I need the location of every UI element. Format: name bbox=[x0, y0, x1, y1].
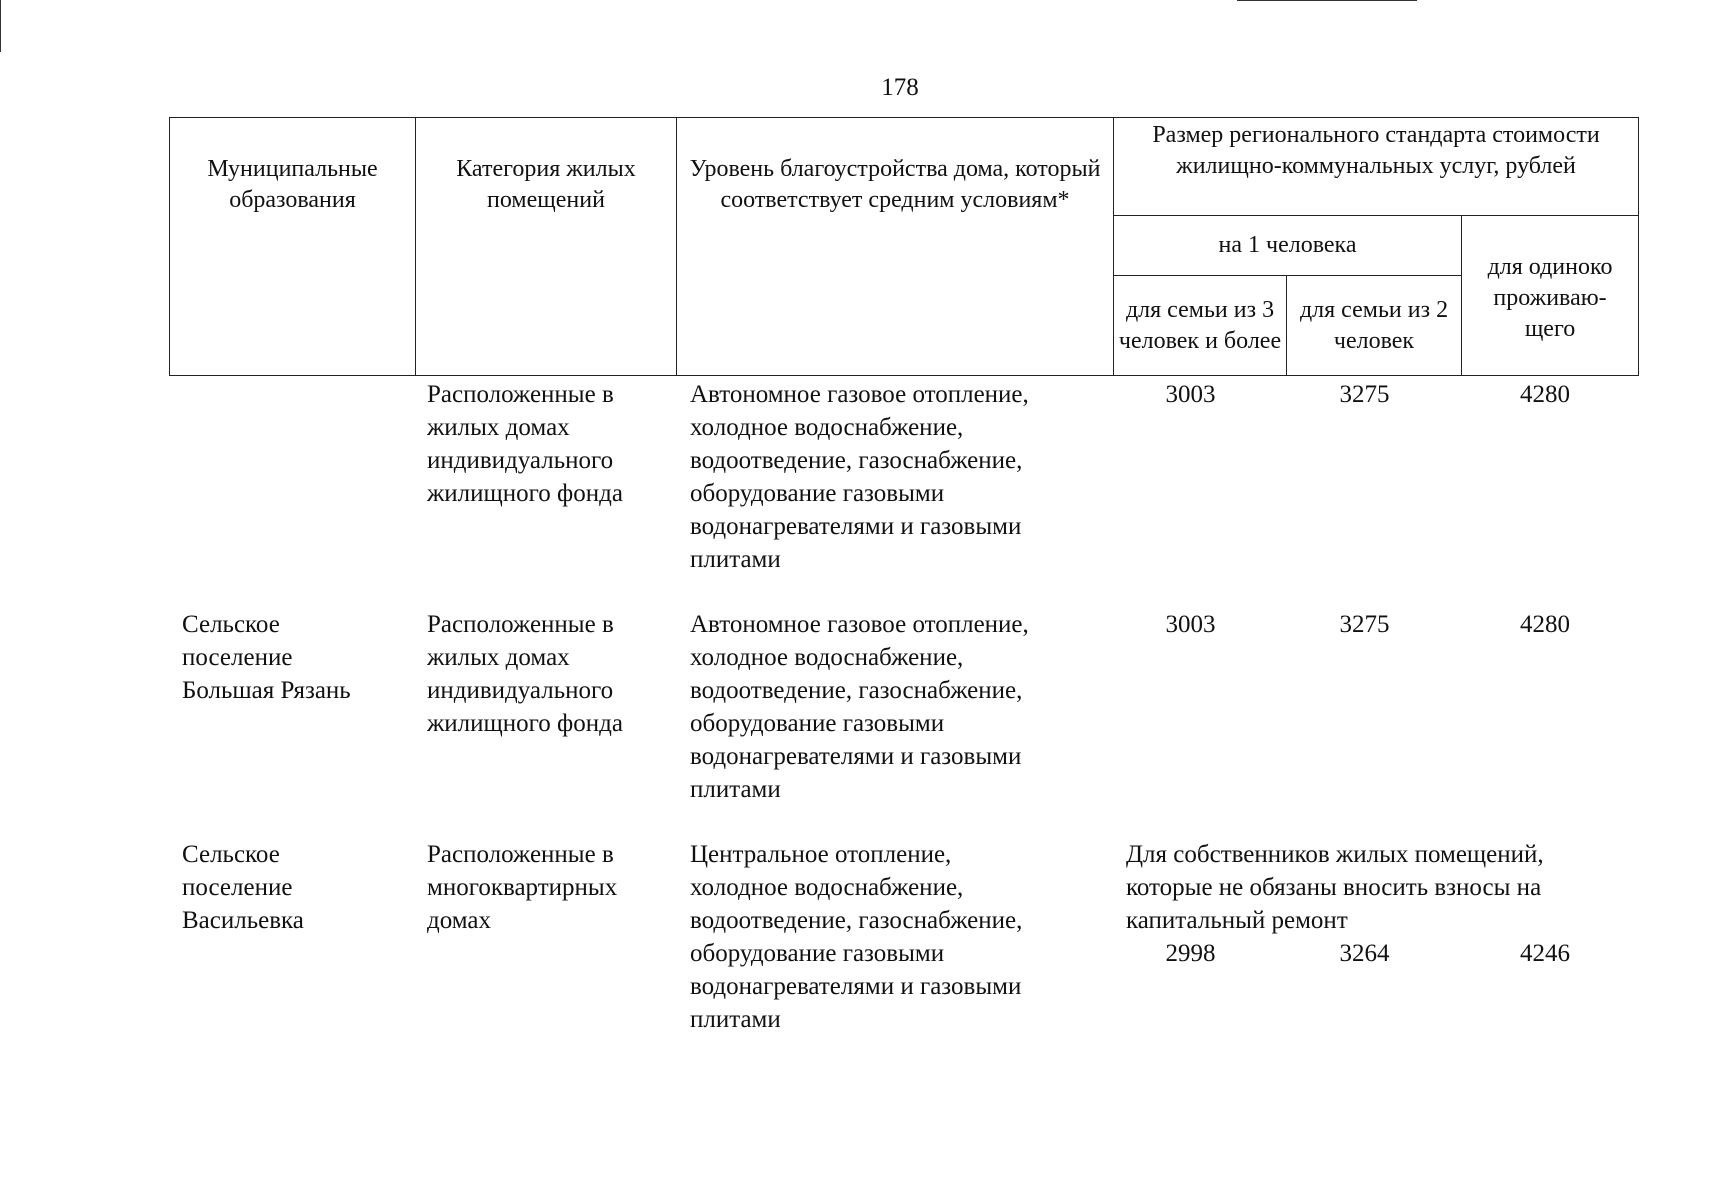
row-value-single: 4280 bbox=[1520, 381, 1570, 408]
table-header bbox=[169, 117, 1639, 376]
header-standard: Размер регионального стандарта стоимости жилищно-коммунальных услуг, рублей bbox=[1114, 118, 1639, 216]
table-body bbox=[169, 378, 1638, 1068]
row-level: Центральное отопление, холодное водоснабжение, водоотведение, газоснабжение, оборудование газовыми водонагревателями и газовыми плитами bbox=[690, 841, 1023, 1033]
header-category: Категория жилых помещений bbox=[416, 118, 677, 376]
row-municipality: Сельское поселение Большая Рязань bbox=[182, 611, 351, 704]
row-category: Расположенные в жилых домах индивидуального жилищного фонда bbox=[427, 611, 623, 737]
row-value-family3: 3003 bbox=[1165, 611, 1216, 638]
header-family3: для семьи из 3 человек и более bbox=[1114, 276, 1287, 376]
row-level: Автономное газовое отопление, холодное водоснабжение, водоотведение, газоснабжение, оборудование газовыми водонагревателями и газовыми плитами bbox=[690, 381, 1029, 573]
row-value-single: 4280 bbox=[1520, 611, 1570, 638]
row-value-family2: 3275 bbox=[1339, 611, 1390, 638]
row-municipality: Сельское поселение Васильевка bbox=[182, 841, 304, 934]
header-single: для одиноко проживаю-щего bbox=[1462, 216, 1639, 376]
row-category: Расположенные в многоквартирных домах bbox=[427, 841, 618, 934]
row-value-family3: 3003 bbox=[1165, 381, 1216, 408]
scan-edge-line bbox=[1237, 0, 1417, 1]
row-value-family3: 2998 bbox=[1165, 940, 1216, 967]
row-category: Расположенные в жилых домах индивидуального жилищного фонда bbox=[427, 381, 623, 507]
row-value-family2: 3264 bbox=[1339, 940, 1390, 967]
header-municipal: Муниципальные образования bbox=[170, 118, 416, 376]
table-row bbox=[169, 608, 1638, 838]
row-value-single: 4246 bbox=[1520, 940, 1570, 967]
table-row bbox=[169, 838, 1638, 1068]
scan-edge-line bbox=[0, 0, 1, 52]
row-note: Для собственников жилых помещений, которые не обязаны вносить взносы на капитальный ремонт bbox=[1126, 841, 1544, 934]
header-family2: для семьи из 2 человек bbox=[1287, 276, 1462, 376]
row-value-family2: 3275 bbox=[1339, 381, 1390, 408]
row-level: Автономное газовое отопление, холодное водоснабжение, водоотведение, газоснабжение, оборудование газовыми водонагревателями и газовыми плитами bbox=[690, 611, 1029, 803]
page-number: 178 bbox=[881, 74, 919, 101]
header-level: Уровень благоустройства дома, который соответствует средним условиям* bbox=[677, 118, 1114, 376]
table-row bbox=[169, 378, 1638, 608]
header-per-person: на 1 человека bbox=[1114, 216, 1462, 276]
